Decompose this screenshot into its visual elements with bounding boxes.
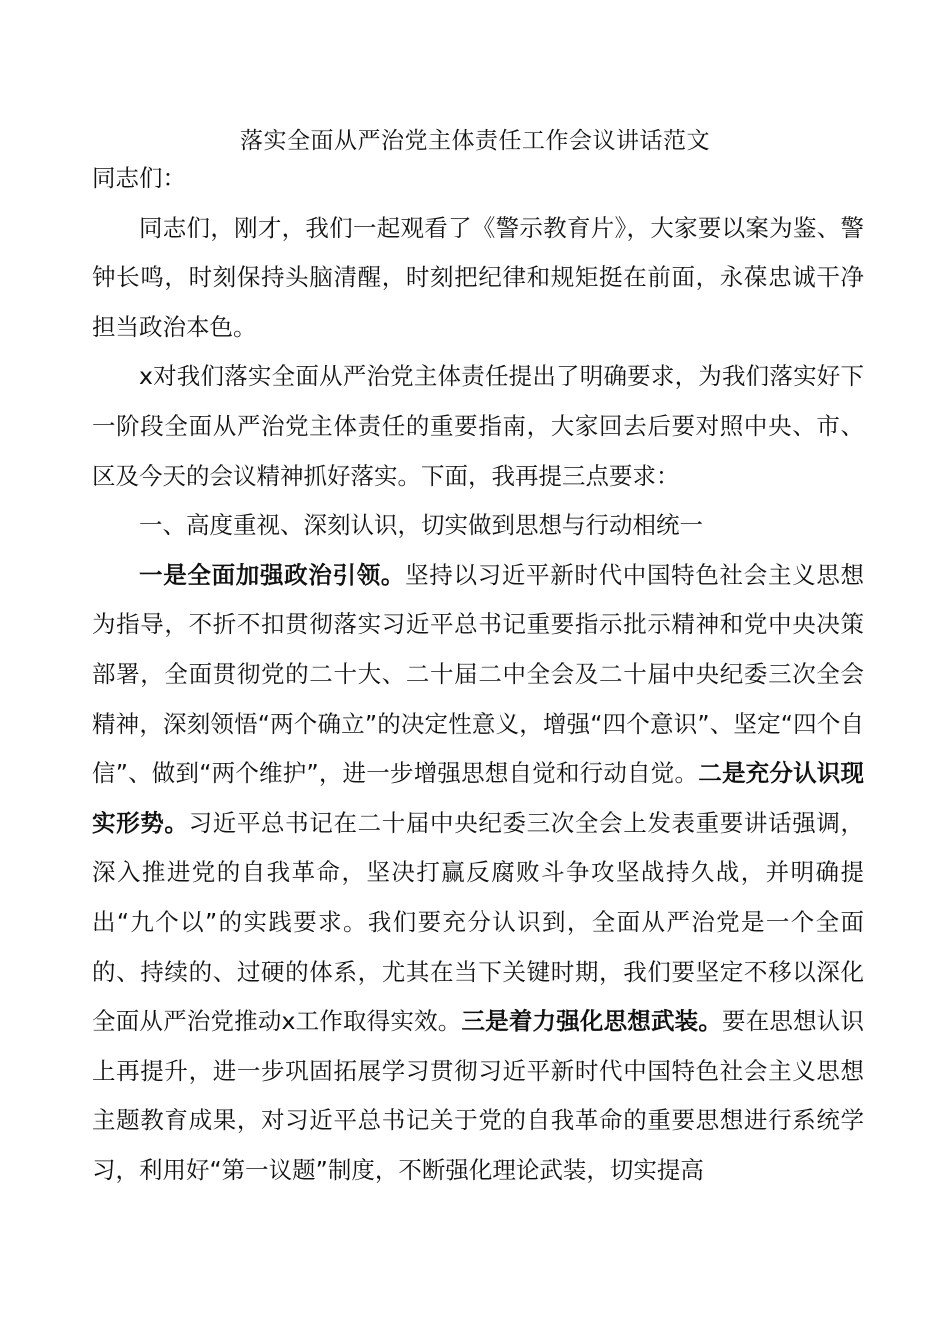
document-body	[92, 154, 864, 1195]
point-2-text: 习近平总书记在二十届中央纪委三次全会上发表重要讲话强调，深入推进党的自我革命，坚决打赢反腐败斗争攻坚战持久战，并明确提出“九个以”的实践要求。我们要充分认识到，全面从严治党是一个全面的、持续的、过硬的体系，尤其在当下关键时期，我们要坚定不移以深化全面从严治党推动x工作取得实效。	[92, 808, 865, 1036]
paragraph-1: 同志们，刚才，我们一起观看了《警示教育片》，大家要以案为鉴、警钟长鸣，时刻保持头脑清醒，时刻把纪律和规矩挺在前面，永葆忠诚干净担当政治本色。	[92, 213, 864, 341]
point-1-lead: 一是全面加强政治引领。	[139, 560, 406, 589]
point-2-lead: 二是充分认识现实形势。	[92, 759, 865, 837]
point-3-text: 要在思想认识上再提升，进一步巩固拓展学习贯彻习近平新时代中国特色社会主义思想主题教育成果，对习近平总书记关于党的自我革命的重要思想进行系统学习，利用好“第一议题”制度，不断强化理论武装，切实提高	[92, 1007, 864, 1184]
point-1-text: 坚持以习近平新时代中国特色社会主义思想为指导，不折不扣贯彻落实习近平总书记重要指示批示精神和党中央决策部署，全面贯彻党的二十大、二十届二中全会及二十届中央纪委三次全会精神，深刻领悟“两个确立”的决定性意义，增强“四个意识”、坚定“四个自信”、做到“两个维护”，进一步增强思想自觉和行动自觉。	[92, 560, 865, 788]
section-heading-1: 一、高度重视、深刻认识，切实做到思想与行动相统一	[139, 511, 703, 540]
section-paragraph	[92, 551, 864, 1196]
point-3-lead: 三是着力强化思想武装。	[461, 1007, 723, 1036]
paragraph-2: x对我们落实全面从严治党主体责任提出了明确要求，为我们落实好下一阶段全面从严治党主体责任的重要指南，大家回去后要对照中央、市、区及今天的会议精神抓好落实。下面，我再提三点要求：	[92, 362, 864, 490]
salutation: 同志们：	[92, 164, 186, 192]
document-title: 落实全面从严治党主体责任工作会议讲话范文	[240, 128, 710, 154]
